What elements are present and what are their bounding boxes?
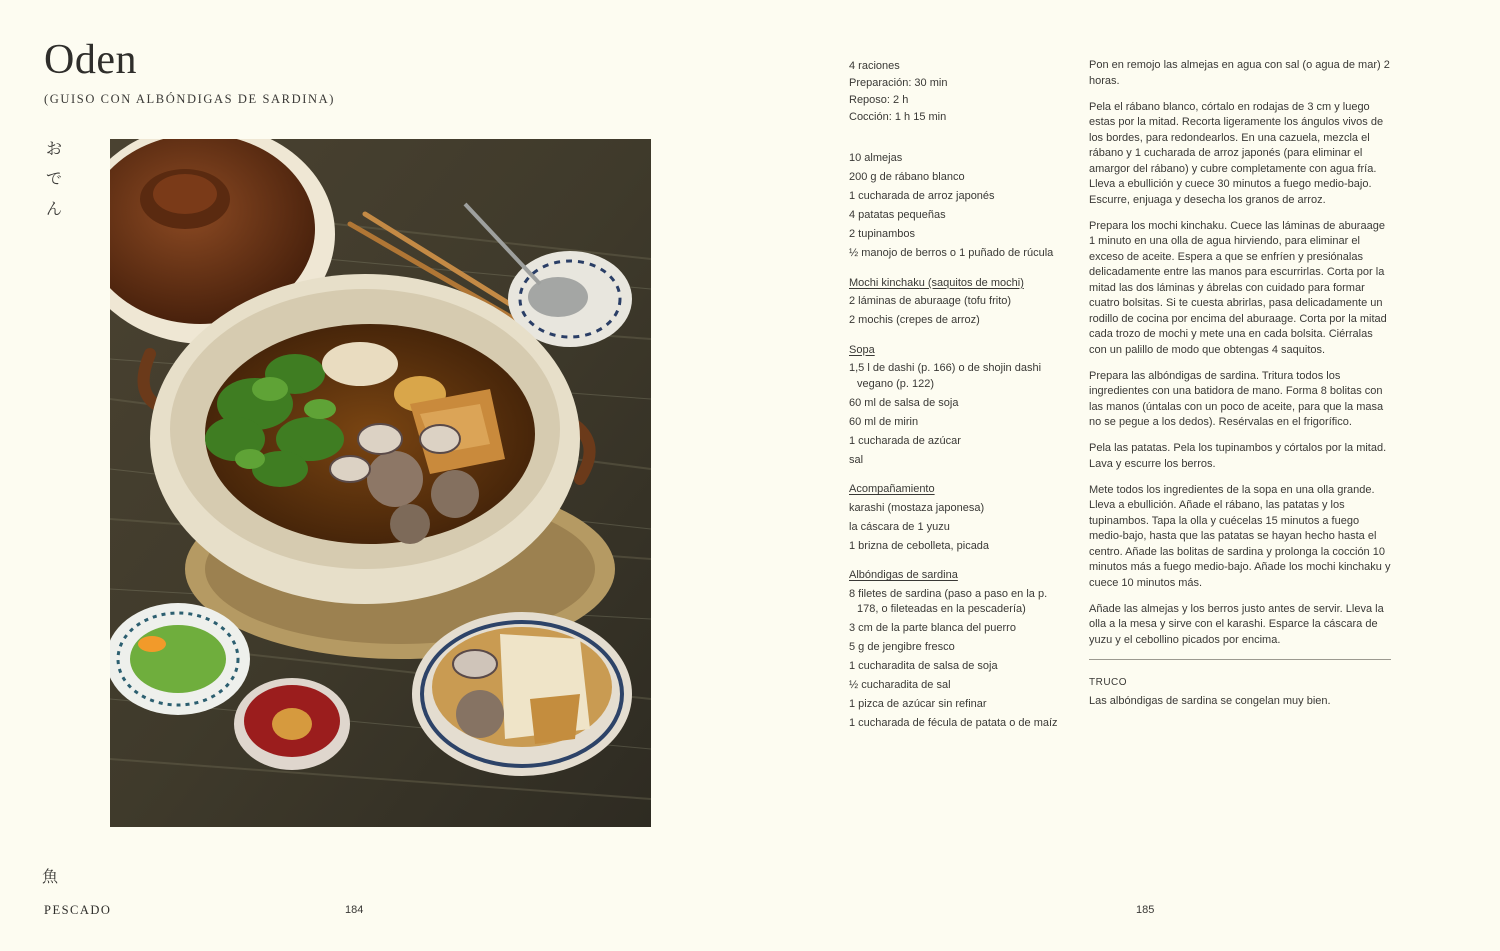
kana-char: ん xyxy=(45,199,62,218)
ingredient-item: 3 cm de la parte blanca del puerro xyxy=(849,622,1016,634)
ingredient-group-heading: Acompañamiento xyxy=(849,483,935,495)
ingredient-item: karashi (mostaza japonesa) xyxy=(849,501,985,514)
page-number-left: 184 xyxy=(345,904,364,916)
ingredient-item: 1,5 l de dashi (p. 166) o de shojin dashi vegano (p. 122) xyxy=(849,362,1042,390)
ingredient-item: 1 brizna de cebolleta, picada xyxy=(849,539,990,552)
recipe-meta xyxy=(849,58,1069,126)
rest-time: Reposo: 2 h xyxy=(849,94,909,106)
ingredient-item: 1 cucharada de azúcar xyxy=(849,434,961,447)
method-step: Añade las almejas y los berros justo antes de servir. Lleva la olla a la mesa y sirve con el karashi. Esparce la cáscara de yuzu y el cebollino picados por encima. xyxy=(1089,602,1384,646)
ingredient-group-main xyxy=(849,151,1064,262)
ingredient-item: la cáscara de 1 yuzu xyxy=(849,520,950,533)
ingredient-group-heading: Sopa xyxy=(849,343,875,356)
method-steps xyxy=(1089,58,1391,710)
method-step: Prepara los mochi kinchaku. Cuece las láminas de aburaage 1 minuto en una olla de agua hirviendo, para eliminar el exceso de aceite. Espera a que se enfríen y presiónalas delicadamente entre las manos para escurrirlas. Corta por la mitad las dos láminas y ábrelas con cuidado para formar cuatro bolsitas. Si te cuesta abrirlas, pasa delicadamente un rodillo de cocina por encima del aburaage. Corta por la mitad cada trozo de mochi y mete una en cada bolsita. Ciérralas con un palillo de modo que obtengas 4 saquitos. xyxy=(1089,219,1387,356)
ingredient-item: 200 g de rábano blanco xyxy=(849,171,965,183)
ingredient-item: 5 g de jengibre fresco xyxy=(849,641,955,653)
page-number-right: 185 xyxy=(1136,904,1155,916)
prep-time: Preparación: 30 min xyxy=(849,77,948,89)
ingredient-group-mochi xyxy=(849,276,1064,329)
method-step: Pela las patatas. Pela los tupinambos y córtalos por la mitad. Lava y escurre los berros. xyxy=(1089,442,1387,470)
ingredient-item: ½ cucharadita de sal xyxy=(849,679,951,691)
ingredient-item: 60 ml de salsa de soja xyxy=(849,396,959,409)
section-label: PESCADO xyxy=(44,903,112,917)
kana-char: で xyxy=(45,169,62,188)
ingredient-group-acompanamiento xyxy=(849,482,1064,554)
ingredient-item: 8 filetes de sardina (paso a paso en la p. 178, o fileteadas en la pescadería) xyxy=(849,587,1048,615)
ingredient-item: 60 ml de mirin xyxy=(849,415,919,428)
ingredient-item: 1 cucharada de fécula de patata o de maíz xyxy=(849,717,1058,729)
ingredient-item: 1 cucharada de arroz japonés xyxy=(849,190,995,202)
ingredient-group-heading: Mochi kinchaku (saquitos de mochi) xyxy=(849,276,1024,289)
tip-label: TRUCO xyxy=(1089,676,1128,688)
ingredient-item: 1 cucharadita de salsa de soja xyxy=(849,660,998,672)
ingredient-item: ½ manojo de berros o 1 puñado de rúcula xyxy=(849,247,1054,259)
method-step: Pela el rábano blanco, córtalo en rodajas de 3 cm y luego estas por la mitad. Recorta ligeramente los ángulos vivos de los bordes, para redondearlos. En una cazuela, mezcla el rábano y 1 cucharada de arroz japonés (para eliminar el amargor del rábano) y cubre completamente con agua fría. Lleva a ebullición y cuece 30 minutos a fuego medio-bajo. Escurre, enjuaga y desecha los granos de arroz. xyxy=(1089,100,1384,206)
recipe-title: Oden xyxy=(44,37,137,83)
ingredient-item: 4 patatas pequeñas xyxy=(849,209,946,221)
ingredient-group-sopa xyxy=(849,343,1064,469)
oden-photo xyxy=(110,139,651,827)
method-step: Prepara las albóndigas de sardina. Tritura todos los ingredientes con una batidora de mano. Forma 8 bolitas con las manos (úntalas con un poco de aceite, para que la masa no se pegue a los dedos). Resérvalas en el frigorífico. xyxy=(1089,369,1384,428)
ingredient-item: 2 tupinambos xyxy=(849,228,916,240)
cook-time: Cocción: 1 h 15 min xyxy=(849,111,947,123)
japanese-title-vertical xyxy=(44,134,64,224)
method-step: Pon en remojo las almejas en agua con sal (o agua de mar) 2 horas. xyxy=(1089,59,1390,87)
ingredient-item: 2 láminas de aburaage (tofu frito) xyxy=(849,295,1012,307)
ingredient-item: 1 pizca de azúcar sin refinar xyxy=(849,698,987,710)
servings: 4 raciones xyxy=(849,60,900,72)
ingredient-group-albondigas xyxy=(849,568,1064,732)
tip-text: Las albóndigas de sardina se congelan muy bien. xyxy=(1089,695,1331,707)
ingredient-item: 2 mochis (crepes de arroz) xyxy=(849,314,980,326)
method-step: Mete todos los ingredientes de la sopa en una olla grande. Lleva a ebullición. Añade el rábano, las patatas y los tupinambos. Tapa la olla y cuécelas 15 minutos a fuego medio-bajo, hasta que las patatas se hayan hecho hasta el centro. Añade las bolitas de sardina y prolonga la cocción 10 minutos más a fuego medio-bajo. Añade los mochi kinchaku y cuece 10 minutos más. xyxy=(1089,483,1391,589)
ingredient-item: 10 almejas xyxy=(849,152,903,164)
kana-char: お xyxy=(45,139,62,158)
ingredient-item: sal xyxy=(849,453,864,466)
recipe-subtitle: (GUISO CON ALBÓNDIGAS DE SARDINA) xyxy=(44,92,335,106)
section-kanji: 魚 xyxy=(42,867,59,886)
ingredient-group-heading: Albóndigas de sardina xyxy=(849,569,958,581)
tip-divider xyxy=(1089,659,1391,660)
ingredients-list xyxy=(849,151,1064,746)
